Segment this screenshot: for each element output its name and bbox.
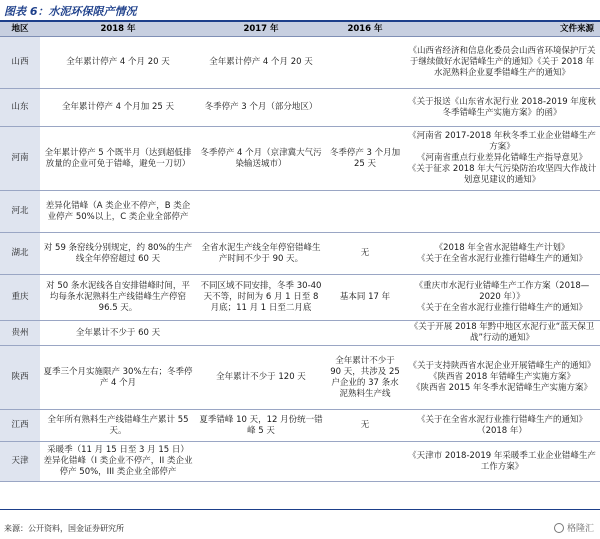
doc-source-item: 《关于征求 2018 年大气污染防治攻坚四大作战计划意见建议的通知》 bbox=[407, 164, 597, 185]
cell-2016 bbox=[326, 191, 404, 233]
cell-2017: 夏季错峰 10 天，12 月份统一错峰 5 天 bbox=[196, 410, 326, 442]
header-2016: 2016 年 bbox=[326, 22, 404, 37]
source-note: 来源：公开资料，国金证券研究所 bbox=[4, 524, 124, 533]
table-row bbox=[0, 321, 600, 346]
docs-cell bbox=[404, 346, 600, 410]
region-cell: 天津 bbox=[0, 442, 40, 482]
doc-source-item: 《2018 年全省水泥错峰生产计划》 bbox=[434, 242, 570, 253]
region-cell: 陕西 bbox=[0, 346, 40, 410]
doc-source-item: 《河南省重点行业差异化错峰生产指导意见》 bbox=[416, 153, 587, 163]
cell-2017 bbox=[196, 191, 326, 233]
header-2018: 2018 年 bbox=[40, 22, 196, 37]
doc-source-item: 《关于在全省水泥行业推行错峰生产的通知》 bbox=[416, 253, 587, 264]
cell-2016: 无 bbox=[326, 410, 404, 442]
cell-2016: 冬季停产 3 个月加 25 天 bbox=[326, 127, 404, 191]
doc-source-item: 《关于报送《山东省水泥行业 2018-2019 年度秋冬季错峰生产实施方案》的函》 bbox=[408, 96, 596, 118]
cell-2016: 基本同 17 年 bbox=[326, 275, 404, 321]
cell-2018: 采暖季（11 月 15 日至 3 月 15 日）差异化错峰（I 类企业不停产，II 类企业停产 50%，III 类企业全部停产 bbox=[40, 442, 196, 482]
doc-source-item: 《山西省经济和信息化委员会山西省环境保护厅关于继续做好水泥错峰生产的通知》《关于 2018 年水泥熟料企业夏季错峰生产的通知》 bbox=[408, 46, 596, 78]
docs-cell bbox=[404, 442, 600, 482]
cell-2018: 全年累计停产 5 个既半月（达到超低排放量的企业可免于错峰，避免一刀切） bbox=[40, 127, 196, 191]
region-cell: 江西 bbox=[0, 410, 40, 442]
cell-2017: 全年累计停产 4 个月 20 天 bbox=[196, 37, 326, 89]
region-cell: 河北 bbox=[0, 191, 40, 233]
cell-2017: 不同区域不同安排，冬季 30-40 天不等，时间为 6 月 1 日至 8 月底；11 月 1 日至二月底 bbox=[196, 275, 326, 321]
restriction-table bbox=[0, 22, 600, 482]
cell-2017: 冬季停产 4 个月（京津冀大气污染输送城市） bbox=[196, 127, 326, 191]
table-row bbox=[0, 442, 600, 482]
cell-2018: 全年累计停产 4 个月加 25 天 bbox=[40, 89, 196, 127]
cell-2016 bbox=[326, 442, 404, 482]
doc-source-item: 《天津市 2018-2019 年采暖季工业企业错峰生产工作方案》 bbox=[408, 450, 596, 472]
region-cell: 重庆 bbox=[0, 275, 40, 321]
cell-2016 bbox=[326, 89, 404, 127]
brand-watermark bbox=[554, 521, 594, 534]
docs-cell bbox=[404, 233, 600, 275]
doc-source-item: 《关于在全省水泥行业推行错峰生产的通知》 bbox=[416, 303, 587, 313]
docs-cell bbox=[404, 410, 600, 442]
cell-2018: 差异化错峰（A 类企业不停产，B 类企业停产 50%以上，C 类企业全部停产 bbox=[40, 191, 196, 233]
doc-source-item: 《河南省 2017-2018 年秋冬季工业企业错峰生产方案》 bbox=[408, 131, 596, 152]
docs-cell bbox=[404, 275, 600, 321]
table-row bbox=[0, 233, 600, 275]
docs-cell bbox=[404, 89, 600, 127]
table-row bbox=[0, 89, 600, 127]
docs-cell bbox=[404, 191, 600, 233]
table-row bbox=[0, 127, 600, 191]
cell-2017: 全省水泥生产线全年停窑错峰生产时间不少于 90 天。 bbox=[196, 233, 326, 275]
cell-2018: 全年累计停产 4 个月 20 天 bbox=[40, 37, 196, 89]
cell-2017: 全年累计不少于 120 天 bbox=[196, 346, 326, 410]
doc-source-item: 《重庆市水泥行业错峰生产工作方案（2018—2020 年）》 bbox=[414, 281, 590, 302]
table-row bbox=[0, 346, 600, 410]
header-region: 地区 bbox=[0, 22, 40, 37]
docs-cell bbox=[404, 37, 600, 89]
table-row bbox=[0, 275, 600, 321]
region-cell: 贵州 bbox=[0, 321, 40, 346]
footer-rule bbox=[0, 509, 600, 510]
cell-2018: 夏季三个月实施限产 30%左右；冬季停产 4 个月 bbox=[40, 346, 196, 410]
cell-2018: 全年累计不少于 60 天 bbox=[40, 321, 196, 346]
brand-logo-icon bbox=[554, 523, 564, 533]
cell-2016: 无 bbox=[326, 233, 404, 275]
cell-2016 bbox=[326, 37, 404, 89]
region-cell: 山西 bbox=[0, 37, 40, 89]
cell-2016: 全年累计不少于 90 天，共涉及 25 户企业的 37 条水泥熟料生产线 bbox=[326, 346, 404, 410]
region-cell: 山东 bbox=[0, 89, 40, 127]
cell-2017 bbox=[196, 321, 326, 346]
cell-2018: 全年所有熟料生产线错峰生产累计 55 天。 bbox=[40, 410, 196, 442]
header-row bbox=[0, 22, 600, 37]
cell-2018: 对 59 条窑线分别规定，约 80%的生产线全年停窑超过 60 天 bbox=[40, 233, 196, 275]
doc-source-item: 《关于支持陕西省水泥企业开展错峰生产的通知》 bbox=[408, 361, 596, 371]
docs-cell bbox=[404, 321, 600, 346]
doc-source-item: 《关于在全省水泥行业推行错峰生产的通知》（2018 年） bbox=[416, 414, 587, 436]
doc-source-item: 《陕西省 2015 年冬季水泥错峰生产实施方案》 bbox=[411, 383, 593, 393]
doc-source-item: 《关于开展 2018 年黔中地区水泥行业“蓝天保卫战”行动的通知》 bbox=[409, 322, 595, 343]
header-2017: 2017 年 bbox=[196, 22, 326, 37]
cell-2017: 冬季停产 3 个月（部分地区） bbox=[196, 89, 326, 127]
region-cell: 湖北 bbox=[0, 233, 40, 275]
table-row bbox=[0, 191, 600, 233]
figure-title: 图表 6：水泥环保限产情况 bbox=[4, 5, 137, 18]
cell-2017 bbox=[196, 442, 326, 482]
table-row bbox=[0, 37, 600, 89]
doc-source-item: 《陕西省 2018 年错峰生产实施方案》 bbox=[428, 372, 576, 382]
region-cell: 河南 bbox=[0, 127, 40, 191]
docs-cell bbox=[404, 127, 600, 191]
table-row bbox=[0, 410, 600, 442]
brand-label: 格隆汇 bbox=[566, 524, 594, 534]
header-docs: 文件来源 bbox=[404, 22, 600, 37]
cell-2018: 对 50 条水泥线各自安排错峰时间，平均每条水泥熟料生产线错峰生产停窑 96.5 天。 bbox=[40, 275, 196, 321]
cell-2016 bbox=[326, 321, 404, 346]
